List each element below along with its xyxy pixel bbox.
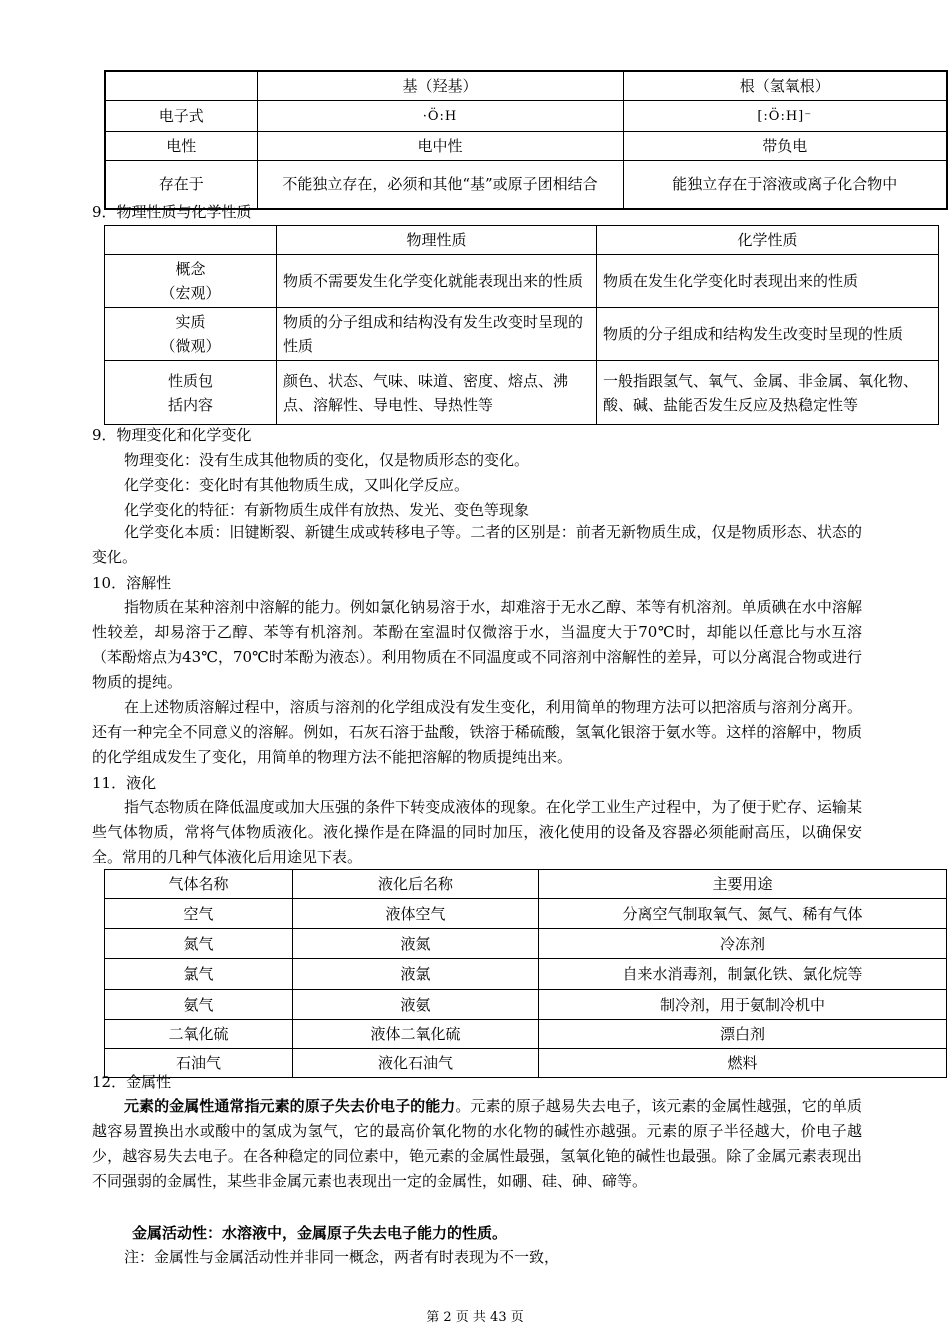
table-cell: 物质的分子组成和结构发生改变时呈现的性质 [597, 308, 939, 361]
table-cell: 氯气 [105, 959, 293, 990]
table-cell: 能独立存在于溶液或离子化合物中 [623, 161, 947, 209]
table-cell: 液体空气 [293, 899, 539, 929]
table-header: 化学性质 [597, 226, 939, 255]
table-cell: 燃料 [539, 1049, 947, 1078]
liquefaction-table [104, 869, 947, 1078]
paragraph: 指气态物质在降低温度或加大压强的条件下转变成液体的现象。在化学工业生产过程中，为了便于贮存、运输某些气体物质，常将气体物质液化。液化操作是在降温的同时加压，液化使用的设备及容器必须能耐高压，以确保安全。常用的几种气体液化后用途见下表。 [92, 798, 862, 866]
section-heading: 11．液化 [92, 774, 157, 792]
section-heading: 12．金属性 [92, 1073, 172, 1091]
table-cell: 液化石油气 [293, 1049, 539, 1078]
hydroxyl-electron-formula: ·Ö:H [422, 109, 458, 124]
table-cell: 物质不需要发生化学变化就能表现出来的性质 [277, 255, 597, 308]
table-cell: 石油气 [105, 1049, 293, 1078]
table-cell: 液体二氧化硫 [293, 1020, 539, 1049]
paragraph [92, 1094, 862, 1194]
paragraph: 化学变化本质：旧键断裂、新键生成或转移电子等。二者的区别是：前者无新物质生成，仅是物质形态、状态的变化。 [92, 523, 862, 566]
table-cell: 不能独立存在，必须和其他“基”或原子团相结合 [257, 161, 623, 209]
paragraph-text: 。元素的原子越易失去电子，该元素的金属性越强，它的单质越容易置换出水或酸中的氢成为氢气，它的最高价氧化物的水化物的碱性亦越强。元素的原子半径越大，价电子越少，越容易失去电子。在各种稳定的同位素中，铯元素的金属性最强，氢氧化铯的碱性也最强。除了金属元素表现出不同强弱的金属性，某些非金属元素也表现出一定的金属性，如硼、硅、砷、碲等。 [92, 1097, 862, 1190]
table-cell: 液氮 [293, 929, 539, 959]
table-cell: 制冷剂，用于氨制冷机中 [539, 990, 947, 1020]
table-cell: 实质 （微观） [105, 308, 277, 361]
table-cell: 物质的分子组成和结构没有发生改变时呈现的性质 [277, 308, 597, 361]
table-cell: 性质包 括内容 [105, 361, 277, 425]
paragraph: 在上述物质溶解过程中，溶质与溶剂的化学组成没有发生变化，利用简单的物理方法可以把溶质与溶剂分离开。还有一种完全不同意义的溶解。例如，石灰石溶于盐酸，铁溶于稀硫酸，氢氧化银溶于氨水等。这样的溶解中，物质的化学组成发生了变化，用简单的物理方法不能把溶解的物质提纯出来。 [92, 698, 862, 766]
table-cell: 物质在发生化学变化时表现出来的性质 [597, 255, 939, 308]
page-footer: 第 2 页 共 43 页 [426, 1310, 524, 1325]
table-cell: 一般指跟氢气、氧气、金属、非金属、氧化物、酸、碱、盐能否发生反应及热稳定性等 [597, 361, 939, 425]
table-header: 液化后名称 [293, 870, 539, 899]
paragraph-line: 物理变化：没有生成其他物质的变化，仅是物质形态的变化。 [124, 451, 530, 469]
table-cell: 液氨 [293, 990, 539, 1020]
table-cell: 空气 [105, 899, 293, 929]
table-cell [257, 101, 623, 132]
table-header: 主要用途 [539, 870, 947, 899]
table-cell: 电子式 [105, 101, 257, 132]
table-cell: 电中性 [257, 132, 623, 161]
table-cell: 冷冻剂 [539, 929, 947, 959]
property-table [104, 225, 939, 425]
table-header: 气体名称 [105, 870, 293, 899]
bold-definition: 金属活动性：水溶液中，金属原子失去电子能力的性质。 [132, 1224, 508, 1242]
table-cell: 氨气 [105, 990, 293, 1020]
section-heading: 9．物理性质与化学性质 [92, 203, 252, 221]
table-cell: 颜色、状态、气味、味道、密度、熔点、沸点、溶解性、导电性、导热性等 [277, 361, 597, 425]
table-header [105, 226, 277, 255]
table-cell: 二氧化硫 [105, 1020, 293, 1049]
table-cell: 漂白剂 [539, 1020, 947, 1049]
group-radical-table [104, 70, 948, 210]
paragraph: 指物质在某种溶剂中溶解的能力。例如氯化钠易溶于水，却难溶于无水乙醇、苯等有机溶剂。单质碘在水中溶解性较差，却易溶于乙醇、苯等有机溶剂。苯酚在室温时仅微溶于水，当温度大于70℃时，却能以任意比与水互溶（苯酚熔点为43℃，70℃时苯酚为液态）。利用物质在不同温度或不同溶剂中溶解性的差异，可以分离混合物或进行物质的提纯。 [92, 598, 862, 691]
bold-definition: 元素的金属性通常指元素的原子失去价电子的能力 [124, 1097, 456, 1115]
table-cell: 概念 （宏观） [105, 255, 277, 308]
section-heading: 10．溶解性 [92, 574, 172, 592]
paragraph-line: 化学变化的特征：有新物质生成伴有放热、发光、变色等现象 [124, 501, 530, 519]
section-heading: 9．物理变化和化学变化 [92, 426, 252, 444]
table-header: 基（羟基） [257, 71, 623, 101]
table-cell: 氮气 [105, 929, 293, 959]
hydroxide-electron-formula: [:Ö:H]⁻ [757, 109, 813, 124]
table-cell: 带负电 [623, 132, 947, 161]
paragraph-line: 化学变化：变化时有其他物质生成，又叫化学反应。 [124, 476, 470, 494]
table-cell [623, 101, 947, 132]
table-cell: 存在于 [105, 161, 257, 209]
table-cell: 自来水消毒剂，制氯化铁、氯化烷等 [539, 959, 947, 990]
table-cell: 电性 [105, 132, 257, 161]
table-cell: 分离空气制取氧气、氮气、稀有气体 [539, 899, 947, 929]
table-header [105, 71, 257, 101]
table-header: 物理性质 [277, 226, 597, 255]
table-cell: 液氯 [293, 959, 539, 990]
table-header: 根（氢氧根） [623, 71, 947, 101]
paragraph-line: 注：金属性与金属活动性并非同一概念，两者有时表现为不一致， [124, 1248, 560, 1266]
